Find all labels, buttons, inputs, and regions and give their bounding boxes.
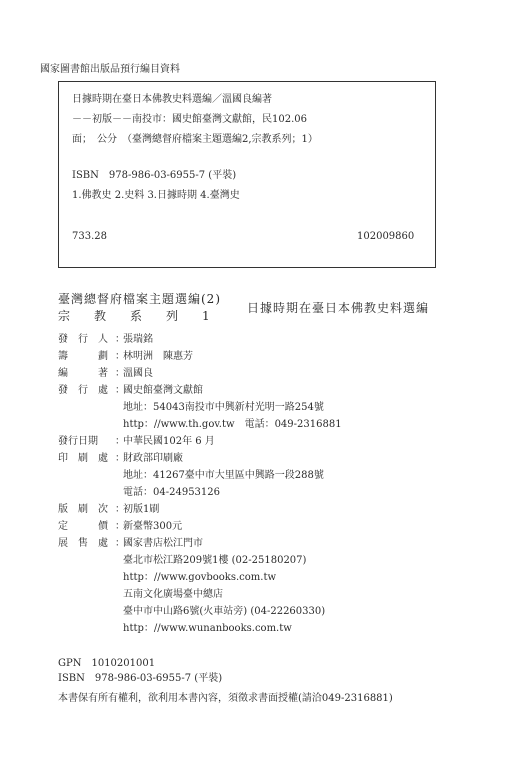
colophon-label: 印 刷 處 [58,453,108,464]
colon: ： [115,385,125,396]
colophon-label: 編 著 [58,368,108,379]
retailer-1-address: 臺北市松江路209號1樓 (02-25180207) [123,555,307,566]
footer-isbn: ISBN 978-986-03-6955-7 (平裝) [58,673,223,684]
printer-phone: 電話：04-24953126 [123,487,221,498]
retailer-2-name: 五南文化廣場臺中總店 [123,589,223,600]
colon: ： [115,538,125,549]
retailer-1-name: 國家書店松江門市 [123,538,203,549]
cip-record-number: 102009860 [357,231,415,242]
colon: ： [115,351,125,362]
cip-class-number: 733.28 [72,231,107,242]
cip-physical-line: 面； 公分 （臺灣總督府檔案主題選編2,宗教系列；1） [72,134,318,145]
planners: 林明洲 陳惠芳 [123,351,193,362]
cip-isbn: ISBN 978-986-03-6955-7 (平裝) [72,170,237,181]
edition: 初版1刷 [123,504,160,515]
colophon-label: 籌 劃 [58,351,108,362]
retailer-2-address: 臺中市中山路6號(火車站旁) (04-22260330) [123,606,326,617]
colophon-label: 展 售 處 [58,538,108,549]
issuer-name: 國史館臺灣文獻館 [123,385,203,396]
colon: ： [115,436,125,447]
colon: ： [115,453,125,464]
series-subtitle: 宗 教 系 列 1 [58,309,210,323]
publish-date: 中華民國102年 6 月 [123,436,215,447]
colophon-label: 發 行 處 [58,385,108,396]
colophon-label: 定 價 [58,521,108,532]
issuer-address: 地址：54043南投市中興新村光明一路254號 [123,402,324,413]
rights-notice: 本書保有所有權利，欲利用本書內容，須徵求書面授權(請洽049-2316881) [58,693,393,704]
cip-publication-line: －－初版－－南投市：國史館臺灣文獻館，民102.06 [72,114,307,125]
cip-title-line: 日據時期在臺日本佛教史料選編／溫國良編著 [72,94,272,105]
series-title: 臺灣總督府檔案主題選編(2) [58,292,221,306]
publisher-name: 張瑞銘 [123,334,153,345]
cip-subjects: 1.佛教史 2.史料 3.日據時期 4.臺灣史 [72,190,240,201]
book-title: 日據時期在臺日本佛教史料選編 [247,301,430,315]
issuer-contact: http：//www.th.gov.tw 電話：049-2316881 [123,419,342,430]
colon: ： [115,334,125,345]
colon: ： [115,504,125,515]
colophon-label: 發行日期 [58,436,98,447]
editor: 溫國良 [123,368,153,379]
printer-name: 財政部印刷廠 [123,453,183,464]
gpn-number: GPN 1010201001 [58,658,156,669]
colophon-label: 發 行 人 [58,334,108,345]
cip-heading: 國家圖書館出版品預行編目資料 [40,64,180,75]
retailer-1-url: http：//www.govbooks.com.tw [123,572,277,583]
price: 新臺幣300元 [123,521,183,532]
printer-address: 地址：41267臺中市大里區中興路一段288號 [123,470,324,481]
cip-record-box [58,81,436,268]
colon: ： [115,521,125,532]
retailer-2-url: http：//www.wunanbooks.com.tw [123,623,292,634]
colon: ： [115,368,125,379]
colophon-label: 版 刷 次 [58,504,108,515]
